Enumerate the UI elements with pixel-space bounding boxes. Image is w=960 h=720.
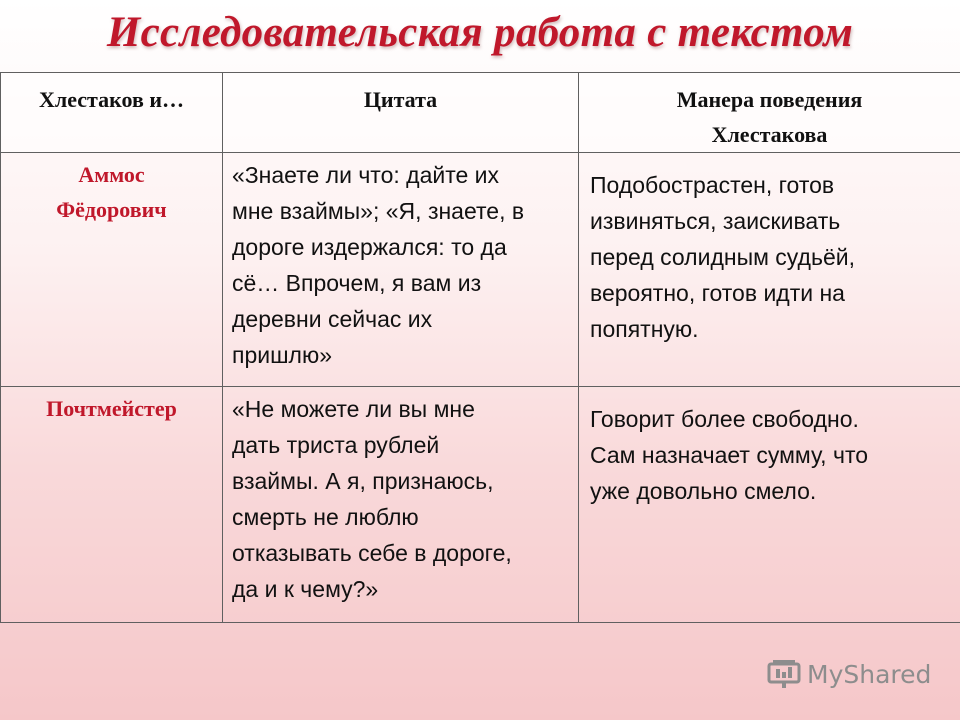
table-row bbox=[1, 153, 960, 387]
research-table bbox=[0, 72, 960, 623]
quote-cell bbox=[223, 387, 579, 623]
quote-line: смерть не люблю bbox=[232, 504, 419, 530]
table-row bbox=[1, 387, 960, 623]
watermark-text: MyShared bbox=[807, 659, 932, 689]
quote-line: взаймы. А я, признаюсь, bbox=[232, 468, 494, 494]
manner-line: перед солидным судьёй, bbox=[590, 244, 855, 270]
manner-line: Подобострастен, готов bbox=[590, 172, 835, 198]
quote-line: «Знаете ли что: дайте их bbox=[232, 162, 500, 188]
header-cell-manner bbox=[579, 73, 960, 153]
quote-line: дать триста рублей bbox=[232, 432, 440, 458]
manner-line: Сам назначает сумму, что bbox=[590, 442, 869, 468]
manner-cell bbox=[579, 153, 960, 387]
manner-line: попятную. bbox=[590, 316, 699, 342]
header-label: Цитата bbox=[363, 87, 438, 112]
header-cell-quote bbox=[223, 73, 579, 153]
quote-line: сё… Впрочем, я вам из bbox=[232, 270, 482, 296]
header-cell-khlestakov bbox=[1, 73, 223, 153]
manner-line: извиняться, заискивать bbox=[590, 208, 841, 234]
projector-screen-icon bbox=[767, 659, 801, 689]
quote-cell bbox=[223, 153, 579, 387]
quote-line: пришлю» bbox=[232, 342, 333, 368]
table-header-row bbox=[1, 73, 960, 153]
manner-line: уже довольно смело. bbox=[590, 478, 817, 504]
manner-line: вероятно, готов идти на bbox=[590, 280, 845, 306]
character-name-line: Фёдорович bbox=[56, 197, 167, 222]
header-label: Хлестаков и… bbox=[39, 87, 184, 112]
quote-line: дороге издержался: то да bbox=[232, 234, 507, 260]
manner-cell bbox=[579, 387, 960, 623]
mysahred-watermark bbox=[767, 656, 931, 692]
quote-line: отказывать себе в дороге, bbox=[232, 540, 512, 566]
header-label-line: Манера поведения bbox=[676, 87, 863, 112]
character-cell bbox=[1, 153, 223, 387]
header-label-line: Хлестакова bbox=[711, 122, 828, 147]
character-name-line: Аммос bbox=[78, 162, 145, 187]
character-cell bbox=[1, 387, 223, 623]
quote-line: да и к чему?» bbox=[232, 576, 379, 602]
quote-line: «Не можете ли вы мне bbox=[232, 396, 475, 422]
character-name-line: Почтмейстер bbox=[46, 396, 177, 421]
quote-line: деревни сейчас их bbox=[232, 306, 433, 332]
quote-line: мне взаймы»; «Я, знаете, в bbox=[232, 198, 525, 224]
manner-line: Говорит более свободно. bbox=[590, 406, 859, 432]
page-title: Исследовательская работа с текстом bbox=[106, 9, 854, 56]
